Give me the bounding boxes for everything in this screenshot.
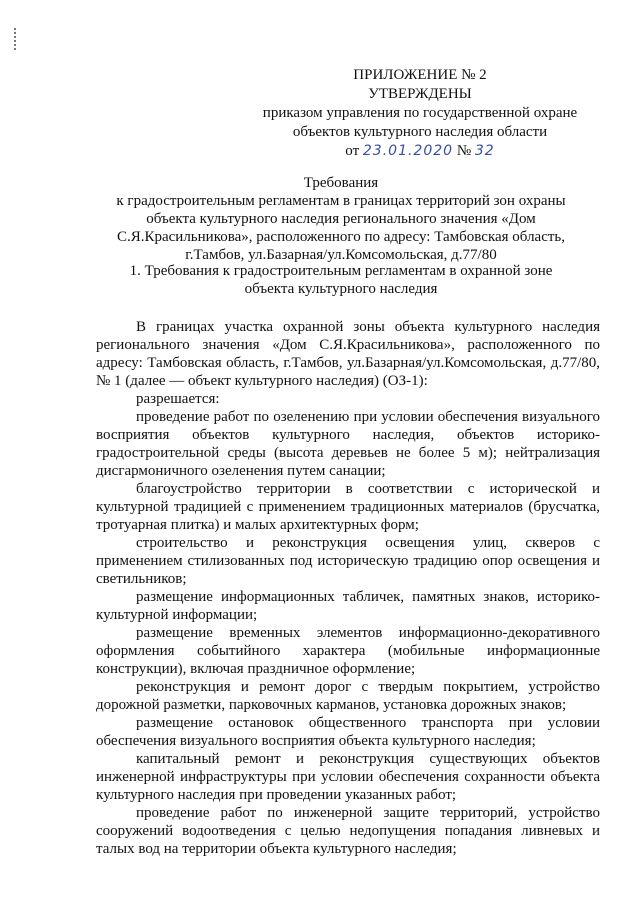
paragraph: благоустройство территории в соответствии с исторической и культурной традицией с применением традиционных материалов (брусчатка, тротуарная плитка) и малых архитектурных форм;	[96, 481, 600, 533]
paragraph: размещение остановок общественного транспорта при условии обеспечения визуального восприятия объекта культурного наследия;	[96, 715, 600, 749]
order-date-line	[250, 142, 590, 161]
paragraph: размещение информационных табличек, памятных знаков, историко-культурной информации;	[96, 589, 600, 623]
paragraph: размещение временных элементов информационно-декоративного оформления событийного характера (мобильные информационные конструкции), включая праздничное оформление;	[96, 625, 600, 677]
requirements-title-block	[96, 174, 586, 264]
paragraph: В границах участка охранной зоны объекта культурного наследия регионального значения «Дом С.Я.Красильникова», расположенного по адресу: Тамбовская область, г.Тамбов, ул.Базарная/ул.Комсомольская, д.77/80, № 1 (далее — объект культурного наследия) (ОЗ-1):	[96, 319, 600, 389]
paragraph: разрешается:	[136, 391, 220, 407]
requirements-subtitle-line: С.Я.Красильникова», расположенного по адресу: Тамбовская область,	[116, 229, 566, 245]
paragraph: проведение работ по озеленению при условии обеспечения визуального восприятия объектов культурного наследия, объектов историко-градостроительной среды (высота деревьев не более 5 м); нейтрализация дисгармоничного озеленения путем санации;	[96, 409, 600, 479]
body-text	[96, 318, 600, 858]
requirements-subtitle-line: г.Тамбов, ул.Базарная/ул.Комсомольская, д.77/80	[185, 247, 497, 263]
paragraph: реконструкция и ремонт дорог с твердым покрытием, устройство дорожной разметки, парковочных карманов, установка дорожных знаков;	[96, 679, 600, 713]
section-heading-line: 1. Требования к градостроительным регламентам в охранной зоне	[129, 263, 553, 279]
paragraph: строительство и реконструкция освещения улиц, скверов с применением стилизованных под историческую традицию опор освещения и светильников;	[96, 535, 600, 587]
handwritten-number: 32	[474, 143, 495, 159]
authority-line: объектов культурного наследия области	[292, 124, 548, 140]
margin-mark	[14, 28, 22, 50]
section-heading-line: объекта культурного наследия	[244, 281, 438, 297]
requirements-subtitle-line: объекта культурного наследия регионального значения «Дом	[146, 211, 536, 227]
requirements-subtitle-line: к градостроительным регламентам в границах территорий зон охраны	[116, 193, 566, 209]
paragraph: капитальный ремонт и реконструкция существующих объектов инженерной инфраструктуры при условии обеспечения сохранности объекта культурного наследия при проведении указанных работ;	[96, 751, 600, 803]
appendix-label: ПРИЛОЖЕНИЕ № 2	[353, 67, 487, 83]
handwritten-date: 23.01.2020	[362, 143, 454, 159]
number-label: №	[456, 143, 472, 159]
date-prefix: от	[345, 143, 360, 159]
section-heading	[96, 262, 586, 298]
paragraph: проведение работ по инженерной защите территорий, устройство сооружений водоотведения с целью недопущения попадания ливневых и талых вод на территории объекта культурного наследия;	[96, 805, 600, 857]
order-line: приказом управления по государственной охране	[262, 105, 578, 121]
approved-label: УТВЕРЖДЕНЫ	[368, 86, 472, 102]
approval-header	[250, 66, 590, 161]
requirements-title: Требования	[303, 175, 379, 191]
